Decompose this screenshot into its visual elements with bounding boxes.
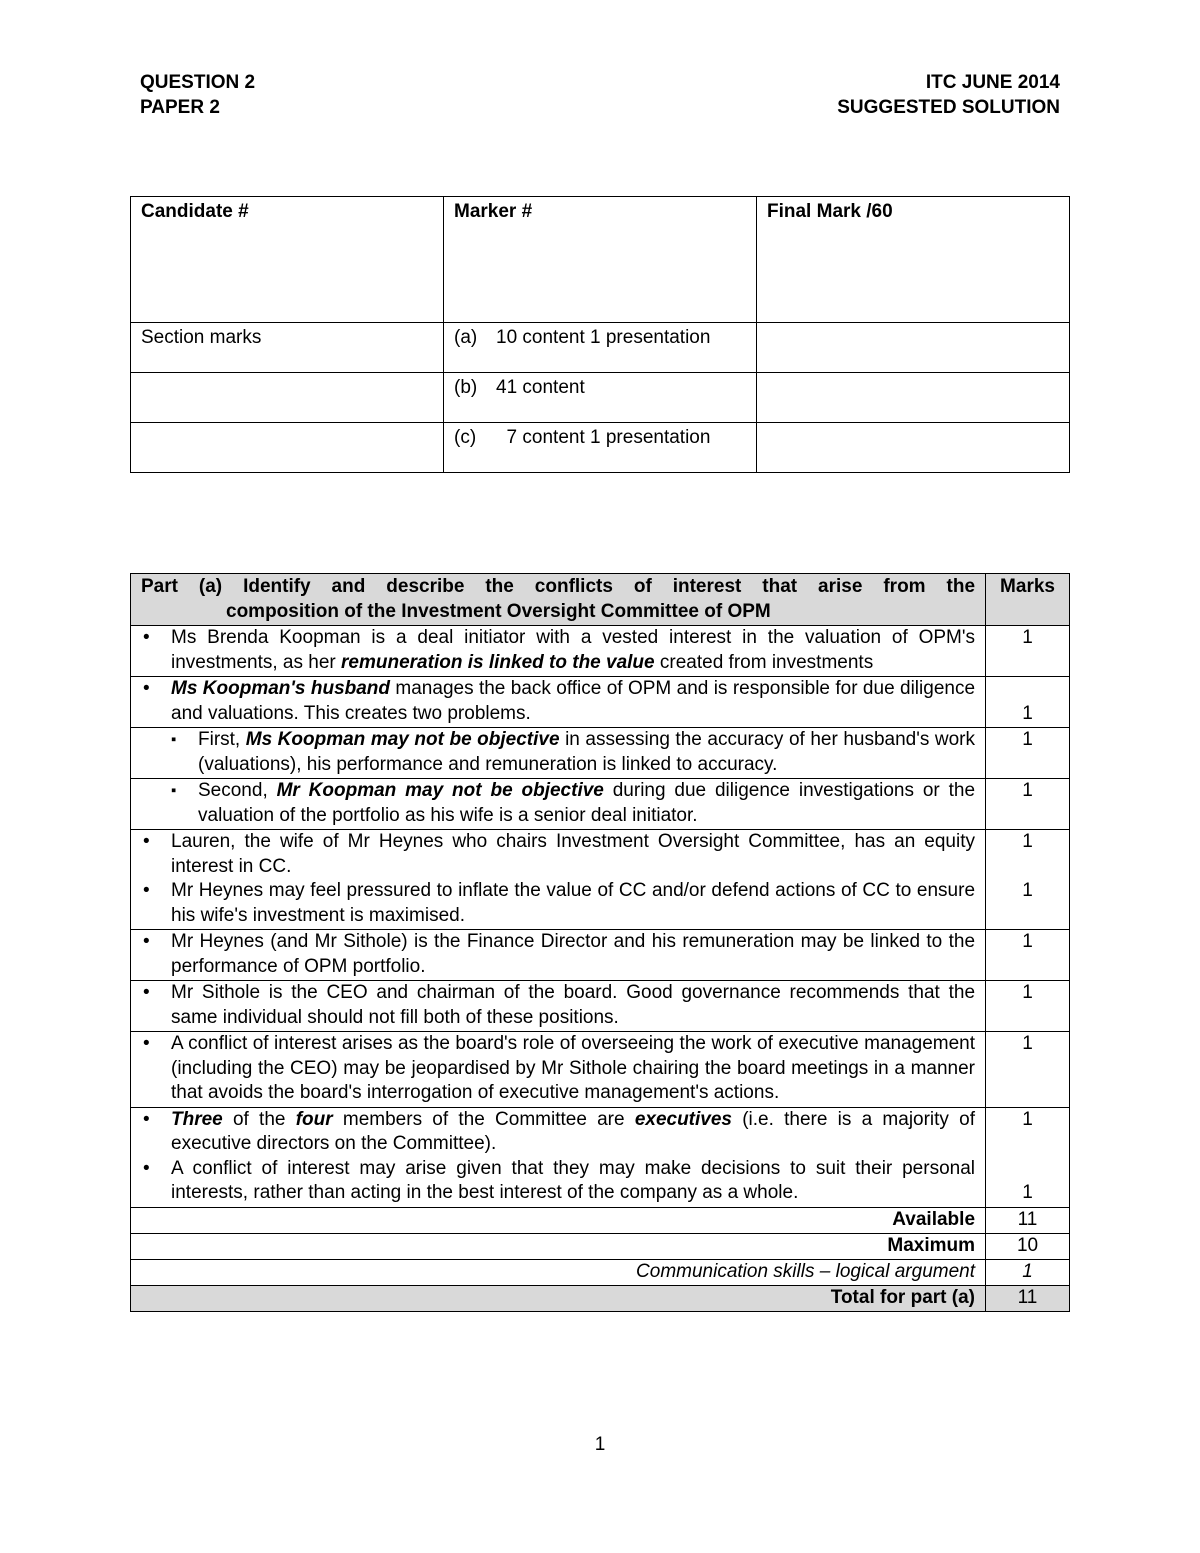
total-value: 11 bbox=[986, 1285, 1070, 1311]
maximum-label: Maximum bbox=[131, 1233, 986, 1259]
solution-row bbox=[131, 830, 1070, 930]
bullet-item: • A conflict of interest arises as the board's role of overseeing the work of executive management (including the CEO) may be jeopardised by Mr Sithole chairing the board meetings in a manner that avoids the board's interrogation of executive management's actions. bbox=[141, 1032, 975, 1106]
section-a-text: 10 content 1 presentation bbox=[496, 327, 711, 348]
page-number: 1 bbox=[594, 1434, 606, 1455]
marksheet-table bbox=[130, 196, 1070, 473]
section-b-label: (b) bbox=[454, 377, 478, 398]
communication-label: Communication skills – logical argument bbox=[131, 1259, 986, 1285]
mark-value: 1 bbox=[1022, 880, 1033, 901]
bullet-item: • Mr Heynes may feel pressured to inflate the value of CC and/or defend actions of CC to ensure his wife's investment is maximised. bbox=[141, 879, 975, 928]
bullet-item: • Ms Koopman's husband manages the back office of OPM and is responsible for due diligence and valuations. This creates two problems. bbox=[141, 677, 975, 726]
marks-header: Marks bbox=[986, 574, 1070, 626]
marker-label: Marker # bbox=[454, 201, 533, 222]
maximum-row bbox=[131, 1233, 1070, 1259]
bullet-item: • Mr Heynes (and Mr Sithole) is the Finance Director and his remuneration may be linked to the performance of OPM portfolio. bbox=[141, 930, 975, 979]
available-row bbox=[131, 1207, 1070, 1233]
mark-value: 1 bbox=[986, 1032, 1070, 1108]
part-heading-line2: composition of the Investment Oversight Committee of OPM bbox=[226, 600, 771, 622]
mark-value: 1 bbox=[1022, 1182, 1033, 1203]
maximum-value: 10 bbox=[986, 1233, 1070, 1259]
section-c-mark-cell[interactable] bbox=[757, 423, 1070, 473]
available-label: Available bbox=[131, 1207, 986, 1233]
marker-cell[interactable] bbox=[444, 197, 757, 323]
total-label: Total for part (a) bbox=[131, 1285, 986, 1311]
section-a-mark-cell[interactable] bbox=[757, 323, 1070, 373]
bullet-item: • Mr Sithole is the CEO and chairman of the board. Good governance recommends that the same individual should not fill both of these positions. bbox=[141, 981, 975, 1030]
mark-value: 1 bbox=[986, 981, 1070, 1032]
solution-row bbox=[131, 728, 1070, 779]
empty-cell bbox=[131, 423, 444, 473]
mark-value: 1 bbox=[986, 779, 1070, 830]
sub-bullet-item: ▪ Second, Mr Koopman may not be objective during due diligence investigations or the valuation of the portfolio as his wife is a senior deal initiator. bbox=[141, 779, 975, 828]
section-b-mark-cell[interactable] bbox=[757, 373, 1070, 423]
solution-row bbox=[131, 626, 1070, 677]
final-mark-cell[interactable] bbox=[757, 197, 1070, 323]
section-b-cell bbox=[444, 373, 757, 423]
mark-value: 1 bbox=[1022, 831, 1033, 852]
mark-value: 1 bbox=[986, 626, 1070, 677]
solution-label: SUGGESTED SOLUTION bbox=[837, 97, 1060, 118]
bullet-item: • Ms Brenda Koopman is a deal initiator with a vested interest in the valuation of OPM's investments, as her remuneration is linked to the value created from investments bbox=[141, 626, 975, 675]
part-label: Part (a) bbox=[141, 576, 223, 597]
section-marks-label: Section marks bbox=[141, 327, 262, 348]
mark-value: 1 bbox=[986, 728, 1070, 779]
communication-value: 1 bbox=[986, 1259, 1070, 1285]
part-heading bbox=[131, 574, 986, 626]
solution-row bbox=[131, 1107, 1070, 1207]
final-mark-label: Final Mark /60 bbox=[767, 201, 893, 222]
bullet-item: • Lauren, the wife of Mr Heynes who chairs Investment Oversight Committee, has an equity interest in CC. bbox=[141, 830, 975, 879]
mark-value: 1 bbox=[986, 930, 1070, 981]
solution-row bbox=[131, 1032, 1070, 1108]
paper-label: PAPER 2 bbox=[140, 97, 220, 118]
solution-table bbox=[130, 573, 1070, 1312]
solution-row bbox=[131, 779, 1070, 830]
solution-row bbox=[131, 677, 1070, 728]
section-c-text: 7 content 1 presentation bbox=[496, 427, 711, 448]
exam-label: ITC JUNE 2014 bbox=[925, 72, 1060, 93]
section-c-cell bbox=[444, 423, 757, 473]
header-right bbox=[837, 70, 1060, 120]
communication-row bbox=[131, 1259, 1070, 1285]
sub-bullet-item: ▪ First, Ms Koopman may not be objective in assessing the accuracy of her husband's work (valuations), his performance and remuneration is linked to accuracy. bbox=[141, 728, 975, 777]
part-heading-line1: Part (a) Identify and describe the conflicts of interest that arise from the bbox=[141, 576, 976, 597]
section-c-label: (c) bbox=[454, 427, 477, 448]
section-b-text: 41 content bbox=[496, 377, 585, 398]
header-left bbox=[140, 70, 255, 120]
empty-cell bbox=[131, 373, 444, 423]
available-value: 11 bbox=[986, 1207, 1070, 1233]
section-marks-label-cell bbox=[131, 323, 444, 373]
section-a-label: (a) bbox=[454, 327, 478, 348]
solution-row bbox=[131, 981, 1070, 1032]
candidate-cell[interactable] bbox=[131, 197, 444, 323]
mark-value: 1 bbox=[1022, 1108, 1033, 1130]
candidate-label: Candidate # bbox=[141, 201, 249, 222]
total-row bbox=[131, 1285, 1070, 1311]
bullet-item: • Three of the four members of the Committee are executives (i.e. there is a majority of executive directors on the Committee). bbox=[141, 1108, 975, 1157]
mark-value: 1 bbox=[1022, 702, 1033, 724]
question-label: QUESTION 2 bbox=[140, 72, 256, 93]
bullet-item: • A conflict of interest may arise given that they may make decisions to suit their personal interests, rather than acting in the best interest of the company as a whole. bbox=[141, 1157, 975, 1206]
solution-row bbox=[131, 930, 1070, 981]
section-a-cell bbox=[444, 323, 757, 373]
